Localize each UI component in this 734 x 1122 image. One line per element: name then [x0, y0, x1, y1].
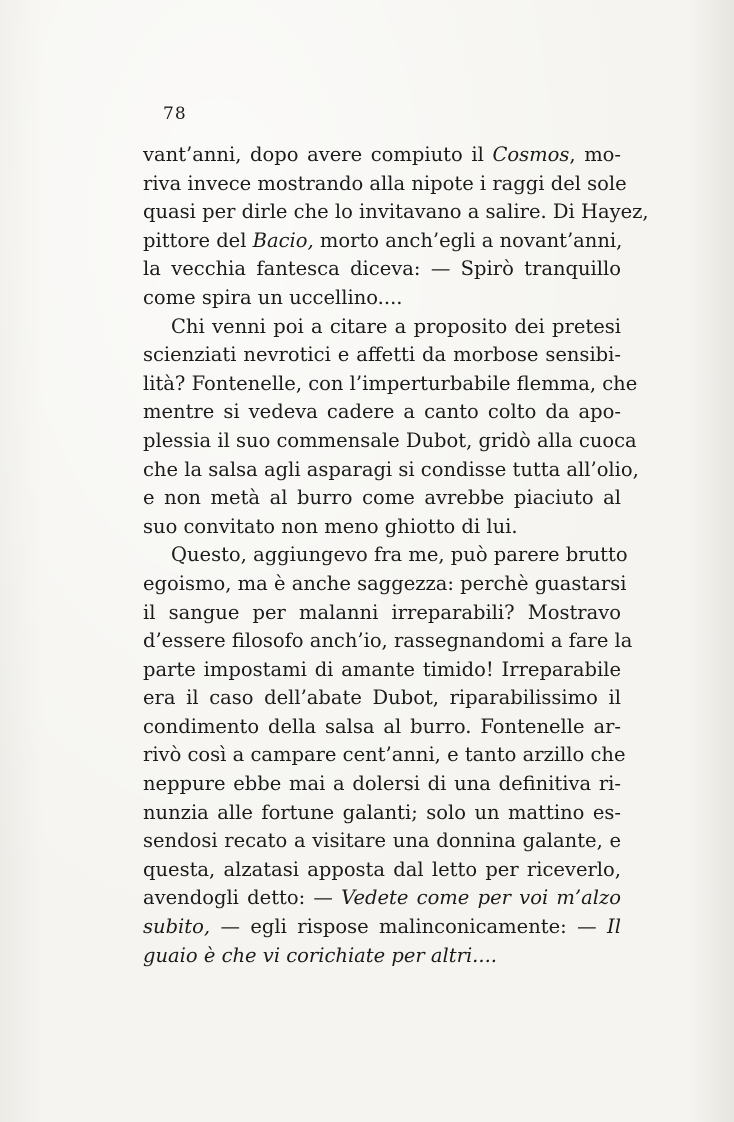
text-line [143, 627, 633, 656]
text-segment: scienziati nevrotici e affetti da morbose sensibi- [143, 343, 621, 367]
text-segment: nunzia alle fortune galanti; solo un mattino es- [143, 800, 621, 824]
text-segment: parte impostami di amante timido! Irreparabile [143, 657, 621, 681]
text-line [143, 913, 621, 942]
text-line [143, 484, 621, 513]
text-line [143, 741, 626, 770]
text-line [143, 513, 621, 542]
text-segment: sendosi recato a visitare una donnina galante, e [143, 829, 621, 853]
text-line [143, 856, 621, 885]
text-line [143, 255, 621, 284]
text-line [143, 227, 621, 256]
text-line [143, 370, 638, 399]
text-line [143, 141, 621, 170]
text-line [143, 770, 621, 799]
text-line [143, 198, 649, 227]
text-segment: il sangue per malanni irreparabili? Mostravo [143, 600, 621, 624]
text-segment: neppure ebbe mai a dolersi di una definitiva ri- [143, 772, 621, 796]
text-line [143, 884, 621, 913]
text-segment: quasi per dirle che lo invitavano a salire. Di Hayez, [143, 200, 649, 224]
text-line [143, 313, 621, 342]
text-segment: condimento della salsa al burro. Fontenelle ar- [143, 714, 621, 738]
text-segment: e non metà al burro come avrebbe piaciuto al [143, 486, 621, 510]
text-line [143, 570, 627, 599]
text-segment: guaio è che vi corichiate per altri.... [143, 943, 497, 967]
text-segment: mentre si vedeva cadere a canto colto da apo- [143, 400, 621, 424]
text-segment: suo convitato non meno ghiotto di lui. [143, 514, 518, 538]
text-segment: lità? Fontenelle, con l’imperturbabile flemma, che [143, 371, 638, 395]
text-line [143, 341, 621, 370]
text-line [143, 599, 621, 628]
text-line [143, 541, 628, 570]
page-number: 78 [163, 104, 187, 124]
text-segment: Chi venni poi a citare a proposito dei pretesi [171, 314, 621, 338]
text-segment: Bacio, [252, 228, 314, 252]
text-segment: questa, alzatasi apposta dal letto per riceverlo, [143, 857, 621, 881]
text-line [143, 456, 639, 485]
text-line [143, 827, 621, 856]
text-line [143, 942, 621, 971]
text-line [143, 170, 627, 199]
text-segment: rivò così a campare cent’anni, e tanto arzillo che [143, 743, 626, 767]
text-segment: vant’anni, dopo avere compiuto il [143, 143, 493, 166]
text-segment: Il [607, 915, 621, 939]
text-line [143, 799, 621, 828]
text-segment: Vedete come per voi m’alzo [341, 886, 621, 910]
text-segment: avendogli detto: — [143, 886, 342, 910]
text-segment: — egli rispose malinconicamente: — [210, 915, 608, 939]
text-line [143, 427, 637, 456]
text-segment: , mo- [569, 143, 622, 166]
text-segment: plessia il suo commensale Dubot, gridò alla cuoca [143, 428, 637, 452]
text-segment: Cosmos [492, 143, 570, 166]
text-segment: riva invece mostrando alla nipote i raggi del sole [143, 171, 627, 195]
text-segment: che la salsa agli asparagi si condisse tutta all’olio, [143, 457, 639, 481]
text-line [143, 656, 621, 685]
text-line [143, 398, 621, 427]
text-segment: egoismo, ma è anche saggezza: perchè guastarsi [143, 571, 627, 595]
text-line [143, 684, 621, 713]
body-text [143, 141, 649, 970]
text-segment: la vecchia fantesca diceva: — Spirò tranquillo [143, 257, 621, 281]
text-segment: Questo, aggiungevo fra me, può parere brutto [171, 543, 628, 567]
text-segment: d’essere filosofo anch’io, rassegnandomi a fare la [143, 629, 633, 653]
text-segment: pittore del [143, 228, 253, 252]
text-segment: come spira un uccellino.... [143, 285, 403, 309]
text-segment: subito, [143, 915, 211, 939]
text-segment: era il caso dell’abate Dubot, riparabilissimo il [143, 686, 621, 710]
text-segment: morto anch’egli a novant’anni, [313, 228, 623, 252]
text-line [143, 284, 621, 313]
text-line [143, 713, 621, 742]
